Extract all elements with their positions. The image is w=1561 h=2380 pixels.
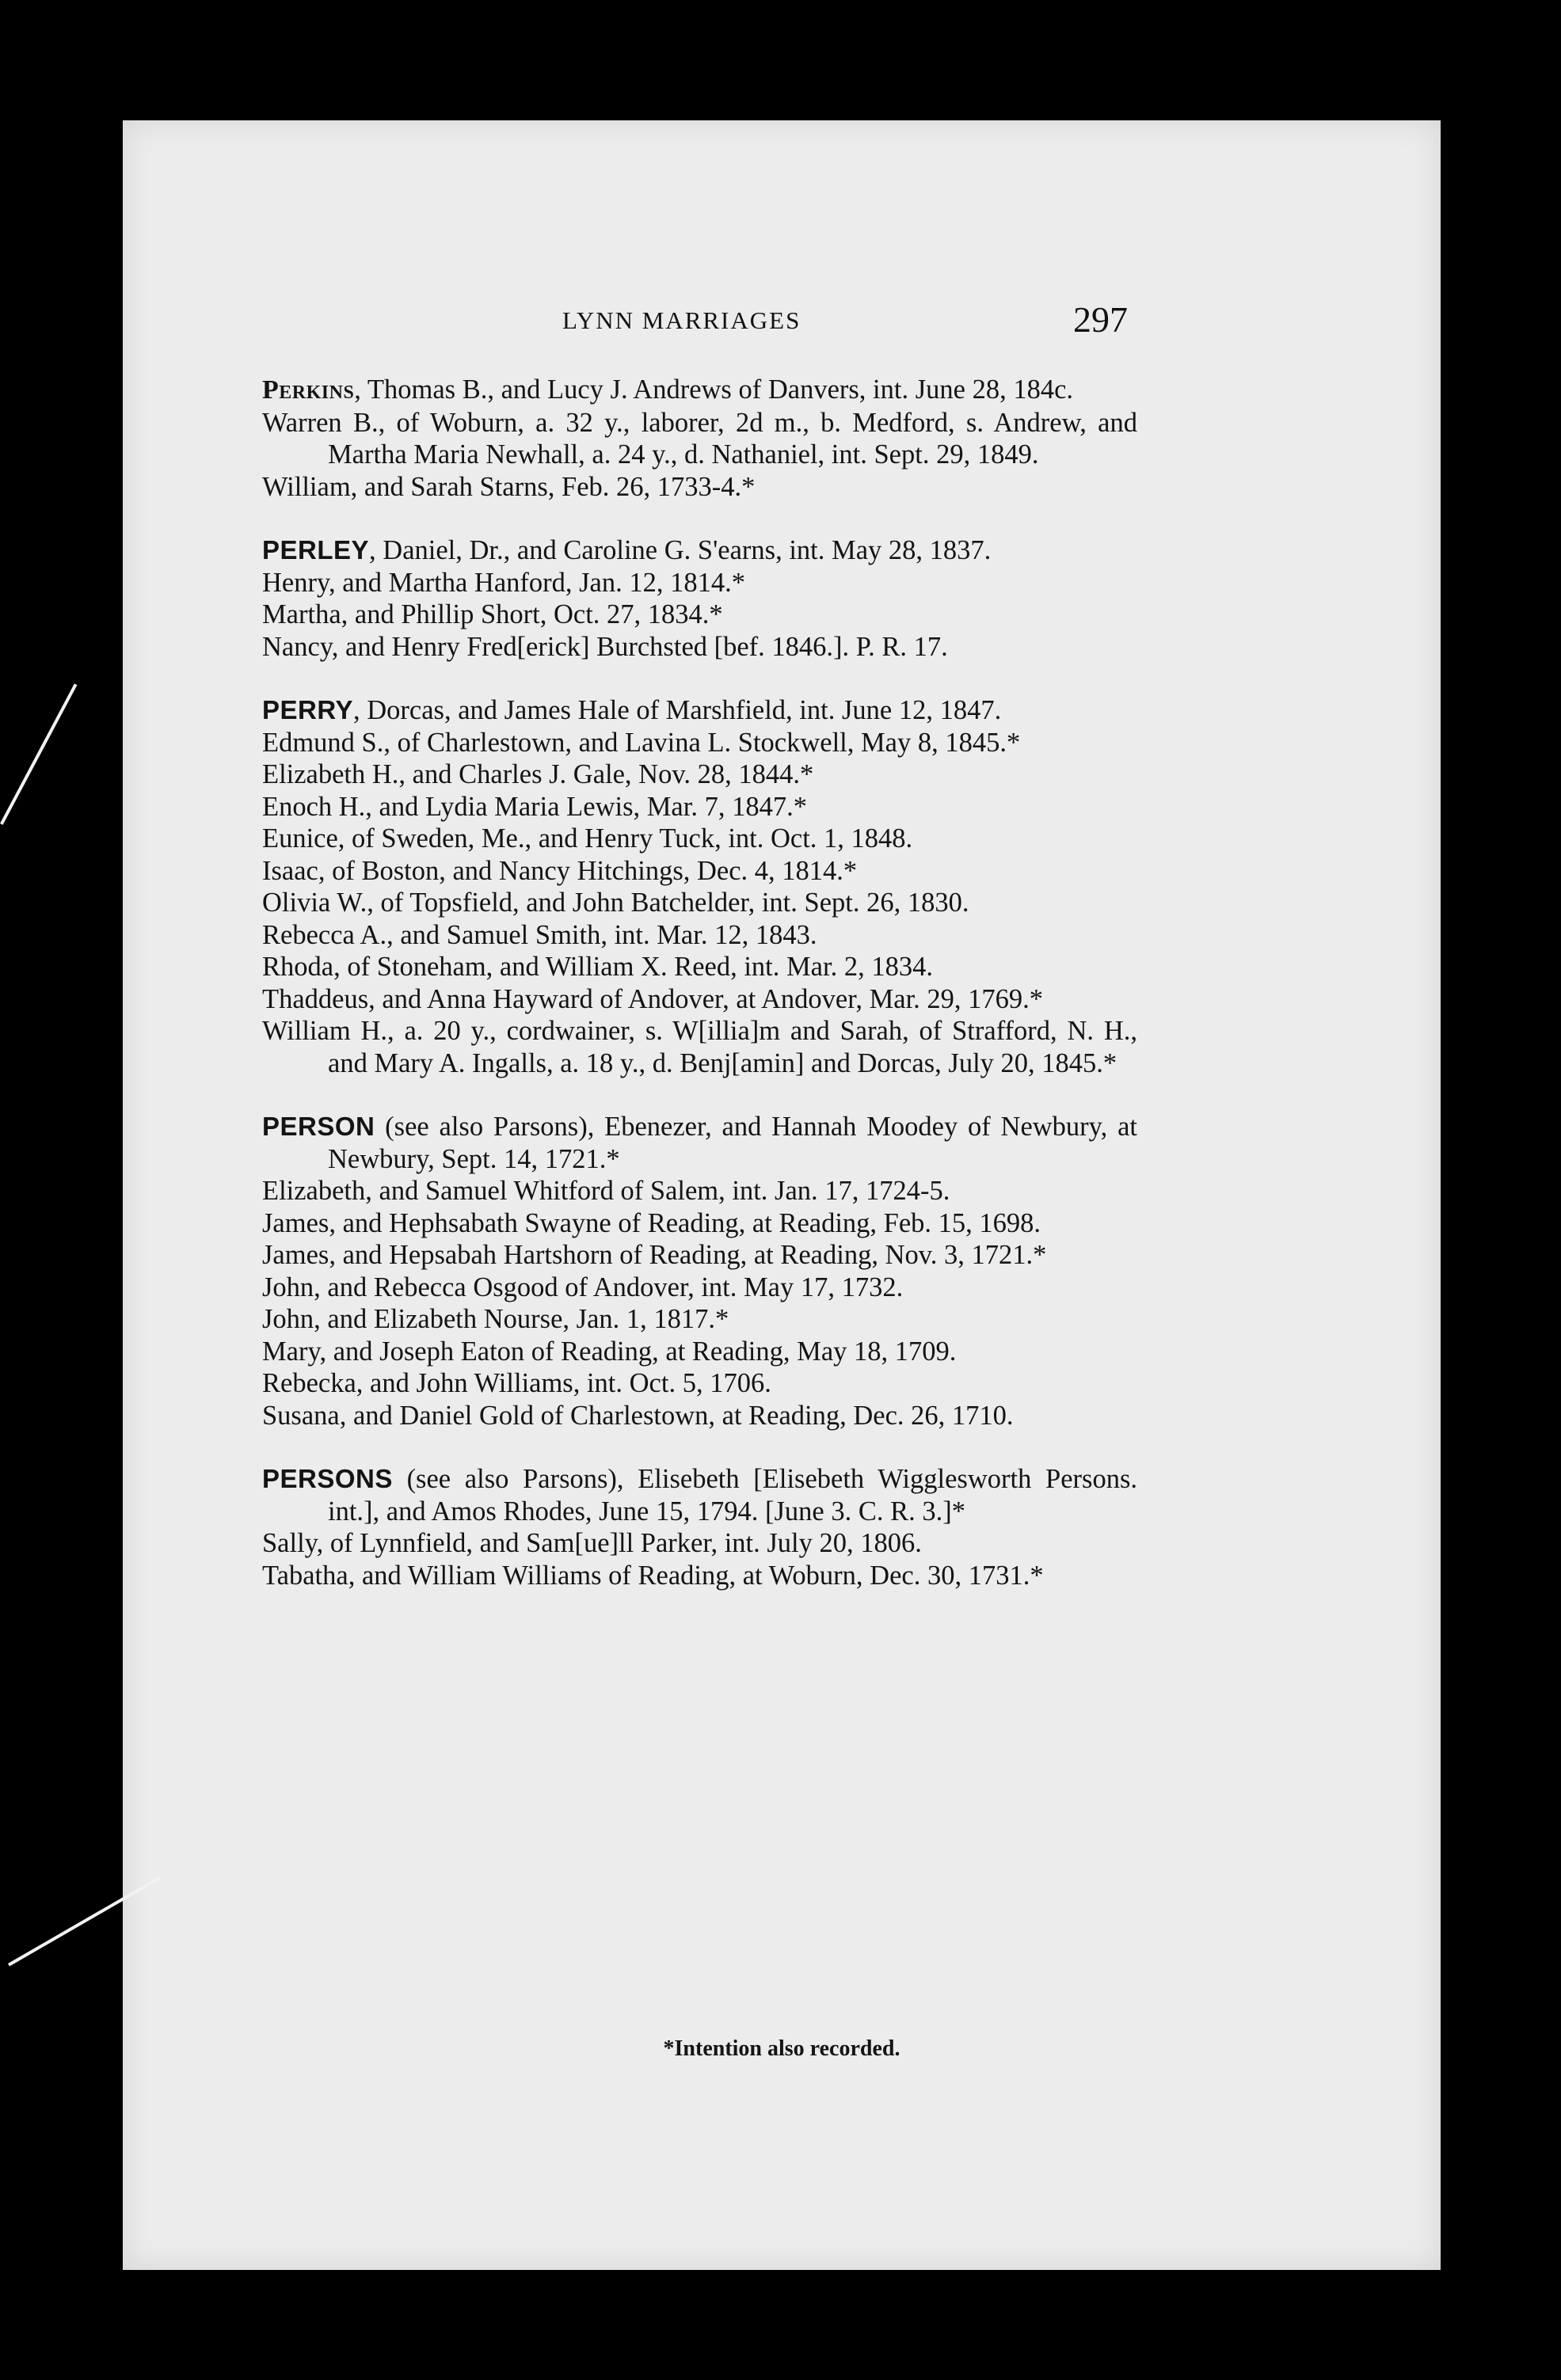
marriage-entry — [262, 471, 1137, 504]
surname-heading: PERLEY — [262, 535, 370, 565]
entry-text: , Daniel, Dr., and Caroline G. S'earns, int. May 28, 1837. — [369, 535, 992, 565]
entry-text: Enoch H., and Lydia Maria Lewis, Mar. 7, 1847.* — [262, 791, 807, 822]
surname-entry — [262, 1111, 1137, 1175]
marriage-entry — [262, 727, 1137, 759]
marriage-entry — [262, 1207, 1137, 1240]
marriage-entry — [262, 631, 1137, 663]
marriage-entry — [262, 1175, 1137, 1207]
marriage-entry — [262, 855, 1137, 888]
entry-text: John, and Elizabeth Nourse, Jan. 1, 1817.* — [262, 1304, 729, 1334]
entry-text: (see also Parsons), Ebenezer, and Hannah Moodey of Newbury, at Newbury, Sept. 14, 1721.* — [328, 1112, 1137, 1174]
entry-text: Warren B., of Woburn, a. 32 y., laborer, 2d m., b. Medford, s. Andrew, and Martha Maria Newhall, a. 24 y., d. Nathaniel, int. Sept. 29, 1849. — [262, 407, 1137, 470]
surname-heading: PERRY — [262, 695, 353, 724]
page-header — [123, 298, 1441, 346]
surname-entry — [262, 1463, 1137, 1527]
scan-artifact-line — [0, 683, 77, 824]
marriage-entry — [262, 791, 1137, 823]
entry-text: John, and Rebecca Osgood of Andover, int. May 17, 1732. — [262, 1272, 904, 1302]
surname-entry — [262, 534, 1137, 567]
entry-text: William, and Sarah Starns, Feb. 26, 1733-4.* — [262, 471, 756, 502]
page-number: 297 — [1073, 299, 1128, 340]
marriage-entry — [262, 1336, 1137, 1368]
entry-text: Rebecka, and John Williams, int. Oct. 5, 1706. — [262, 1368, 771, 1398]
entry-text: Martha, and Phillip Short, Oct. 27, 1834.* — [262, 599, 723, 629]
marriage-entry — [262, 951, 1137, 983]
entry-text: Sally, of Lynnfield, and Sam[ue]ll Parker, int. July 20, 1806. — [262, 1528, 922, 1558]
entry-text: (see also Parsons), Elisebeth [Elisebeth Wigglesworth Persons. int.], and Amos Rhodes, June 15, 1794. [June 3. C. R. 3.]* — [328, 1464, 1137, 1526]
entry-text: Susana, and Daniel Gold of Charlestown, at Reading, Dec. 26, 1710. — [262, 1400, 1014, 1431]
marriage-entry — [262, 1272, 1137, 1304]
marriage-entry — [262, 1015, 1137, 1079]
surname-heading: PERSON — [262, 1112, 375, 1141]
marriage-entry — [262, 407, 1137, 471]
marriage-entry — [262, 1527, 1137, 1560]
entry-text: Rhoda, of Stoneham, and William X. Reed, int. Mar. 2, 1834. — [262, 952, 933, 982]
entry-text: Eunice, of Sweden, Me., and Henry Tuck, int. Oct. 1, 1848. — [262, 823, 913, 854]
marriage-entry — [262, 1560, 1137, 1592]
surname-entry — [262, 374, 1137, 407]
surname-heading: PERSONS — [262, 1464, 393, 1493]
marriage-entry — [262, 1400, 1137, 1432]
marriage-entry — [262, 887, 1137, 919]
marriage-entry — [262, 599, 1137, 631]
surname-entry — [262, 694, 1137, 727]
entry-text: Mary, and Joseph Eaton of Reading, at Reading, May 18, 1709. — [262, 1336, 957, 1367]
marriage-entry — [262, 1303, 1137, 1336]
entry-text: Nancy, and Henry Fred[erick] Burchsted [bef. 1846.]. P. R. 17. — [262, 631, 948, 662]
entry-text: Rebecca A., and Samuel Smith, int. Mar. 12, 1843. — [262, 919, 817, 950]
entry-text: , Dorcas, and James Hale of Marshfield, int. June 12, 1847. — [352, 695, 1002, 725]
entry-text: James, and Hephsabath Swayne of Reading, at Reading, Feb. 15, 1698. — [262, 1207, 1041, 1238]
entry-text: Tabatha, and William Williams of Reading, at Woburn, Dec. 30, 1731.* — [262, 1560, 1044, 1591]
entry-text: Edmund S., of Charlestown, and Lavina L. Stockwell, May 8, 1845.* — [262, 727, 1021, 758]
marriage-entries — [262, 374, 1137, 1591]
entry-text: James, and Hepsabah Hartshorn of Reading, at Reading, Nov. 3, 1721.* — [262, 1240, 1047, 1270]
marriage-entry — [262, 823, 1137, 855]
book-page — [123, 120, 1441, 2270]
entry-text: Henry, and Martha Hanford, Jan. 12, 1814.* — [262, 567, 745, 598]
marriage-entry — [262, 919, 1137, 952]
marriage-entry — [262, 983, 1137, 1016]
entry-text: Elizabeth H., and Charles J. Gale, Nov. 28, 1844.* — [262, 759, 814, 789]
footnote: *Intention also recorded. — [663, 2036, 900, 2061]
surname-heading: Perkins — [262, 375, 355, 405]
marriage-entry — [262, 1367, 1137, 1400]
entry-text: , Thomas B., and Lucy J. Andrews of Danvers, int. June 28, 184c. — [354, 374, 1074, 405]
marriage-entry — [262, 758, 1137, 791]
marriage-entry — [262, 567, 1137, 599]
entry-text: Elizabeth, and Samuel Whitford of Salem, int. Jan. 17, 1724-5. — [262, 1176, 950, 1206]
entry-text: William H., a. 20 y., cordwainer, s. W[illia]m and Sarah, of Strafford, N. H., and Mary A. Ingalls, a. 18 y., d. Benj[amin] and Dorcas, July 20, 1845.* — [262, 1016, 1137, 1078]
marriage-entry — [262, 1239, 1137, 1272]
entry-text: Thaddeus, and Anna Hayward of Andover, at Andover, Mar. 29, 1769.* — [262, 983, 1044, 1014]
running-title: LYNN MARRIAGES — [562, 306, 801, 334]
entry-text: Olivia W., of Topsfield, and John Batchelder, int. Sept. 26, 1830. — [262, 888, 969, 918]
entry-text: Isaac, of Boston, and Nancy Hitchings, Dec. 4, 1814.* — [262, 855, 858, 886]
